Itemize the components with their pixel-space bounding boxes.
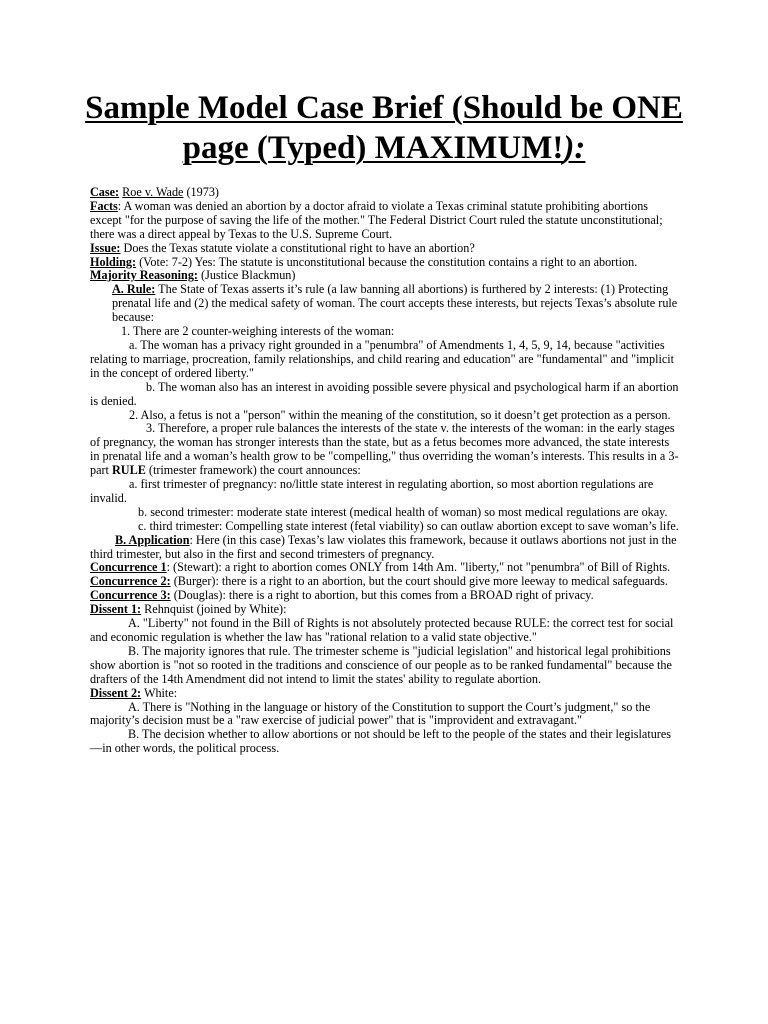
issue-label: Issue:: [90, 240, 121, 255]
application-paragraph: [90, 534, 680, 562]
concurrence-3-text: (Douglas): there is a right to abortion, but this comes from a BROAD right of privacy.: [170, 588, 594, 603]
case-name: Roe v. Wade: [122, 185, 184, 199]
majority-text: (Justice Blackmun): [197, 268, 296, 283]
title-line-1: Sample Model Case Brief (Should be ONE: [85, 90, 683, 126]
rule-item-2: 2. Also, a fetus is not a "person" within the meaning of the constitution, so it doesn’t get protection as a person.: [129, 407, 671, 422]
case-year: (1973): [183, 185, 219, 199]
concurrence-2-paragraph: [90, 575, 680, 589]
concurrence-2-text: (Burger): there is a right to an abortion, but the court should give more leeway to medical safeguards.: [170, 574, 668, 589]
majority-heading: [90, 269, 680, 283]
facts-paragraph: [90, 200, 680, 242]
dissent-2-point-b: B. The decision whether to allow abortions or not should be left to the people of the states and their legislatures—in other words, the political process.: [90, 727, 672, 756]
page-title: [60, 88, 708, 168]
concurrence-1-label: Concurrence 1: [90, 560, 167, 575]
issue-text: Does the Texas statute violate a constitutional right to have an abortion?: [120, 240, 475, 255]
case-line: [90, 186, 680, 200]
concurrence-3-label: Concurrence 3:: [90, 588, 171, 603]
facts-text: : A woman was denied an abortion by a doctor afraid to violate a Texas criminal statute prohibiting abortions except "for the purpose of saving the life of the mother." The Federal District Court ruled the statute unconstitutional; there was a direct appeal by Texas to the U.S. Supreme Court.: [90, 198, 663, 241]
concurrence-2-label: Concurrence 2:: [90, 574, 171, 589]
rule-label: A. Rule:: [112, 282, 156, 297]
dissent-1-point-b: B. The majority ignores that rule. The trimester scheme is "judicial legislation" and historical legal prohibitions show abortion is "not so rooted in the traditions and conscience of our people as to be ranked fundamental" because the drafters of the 14th Amendment did not intend to limit the states' ability to regulate abortion.: [90, 643, 672, 686]
application-label: B. Application: [115, 532, 190, 547]
trimester-first: a. first trimester of pregnancy: no/little state interest in regulating abortion, so most abortion regulations are invalid.: [90, 477, 654, 505]
concurrence-3-paragraph: [90, 589, 680, 603]
rule-item-1a: a. The woman has a privacy right grounded in a "penumbra" of Amendments 1, 4, 5, 9, 14, because "activities relating to marriage, procreation, family relationships, and child rearing and education" are "fundamental" and "implicit in the concept of ordered liberty.": [90, 337, 675, 380]
application-text: : Here (in this case) Texas’s law violates this framework, because it outlaws abortions not just in the third trimester, but also in the first and second trimesters of pregnancy.: [90, 532, 677, 561]
dissent-2-point-a: A. There is "Nothing in the language or history of the Constitution to support the Court’s judgment," so the majority’s decision must be a "raw exercise of judicial power" that is "improvident and extravagant.": [90, 699, 651, 728]
dissent-1-label: Dissent 1:: [90, 602, 142, 617]
title-line-2: page (Typed) MAXIMUM!):: [182, 130, 586, 166]
dissent-1-text: Rehnquist (joined by White):: [141, 602, 287, 617]
case-brief-body: [90, 186, 680, 756]
dissent-1-heading: [90, 603, 680, 617]
majority-label: Majority Reasoning:: [90, 268, 198, 283]
dissent-2-text: White:: [141, 685, 178, 700]
issue-paragraph: [90, 242, 680, 256]
rule-item-1b: b. The woman also has an interest in avoiding possible severe physical and psychological harm if an abortion is denied.: [90, 379, 679, 408]
concurrence-1-paragraph: [90, 561, 680, 575]
facts-label: Facts: [90, 198, 118, 213]
trimester-third: c. third trimester: Compelling state interest (fetal viability) so can outlaw abortion except to save woman’s life.: [138, 518, 679, 533]
trimester-second: b. second trimester: moderate state interest (medical health of woman) so most medical regulations are okay.: [138, 504, 668, 519]
holding-text: (Vote: 7-2) Yes: The statute is unconstitutional because the constitution contains a right to an abortion.: [136, 254, 638, 269]
concurrence-1-text: : (Stewart): a right to abortion comes ONLY from 14th Am. "liberty," not "penumbra" of Bill of Rights.: [166, 560, 671, 575]
rule-paragraph: [90, 283, 680, 325]
rule-item-3: 3. Therefore, a proper rule balances the interests of the state v. the interests of the woman: in the early stages of pregnancy, the woman has stronger interests than the state, but as a fetus becomes more advanced, the state interests in prenatal life and a woman’s health grow to be "compelling," thus overriding the woman’s interests. This results in a 3-part RULE (trimester framework) the court announces:: [90, 421, 679, 478]
rule-item-1: 1. There are 2 counter-weighing interests of the woman:: [121, 324, 395, 339]
dissent-1-point-a: A. "Liberty" not found in the Bill of Rights is not absolutely protected because RULE: the correct test for social and economic regulation is whether the law has "rational relation to a valid state objective.": [90, 616, 674, 644]
holding-paragraph: [90, 256, 680, 270]
case-label: Case:: [90, 185, 120, 199]
holding-label: Holding:: [90, 254, 137, 269]
rule-text: The State of Texas asserts it’s rule (a law banning all abortions) is furthered by 2 interests: (1) Protecting prenatal life and (2) the medical safety of woman. The court accepts these interests, but rejects Texas’s absolute rule because:: [112, 282, 678, 325]
dissent-2-label: Dissent 2:: [90, 685, 142, 700]
dissent-2-heading: [90, 687, 680, 701]
